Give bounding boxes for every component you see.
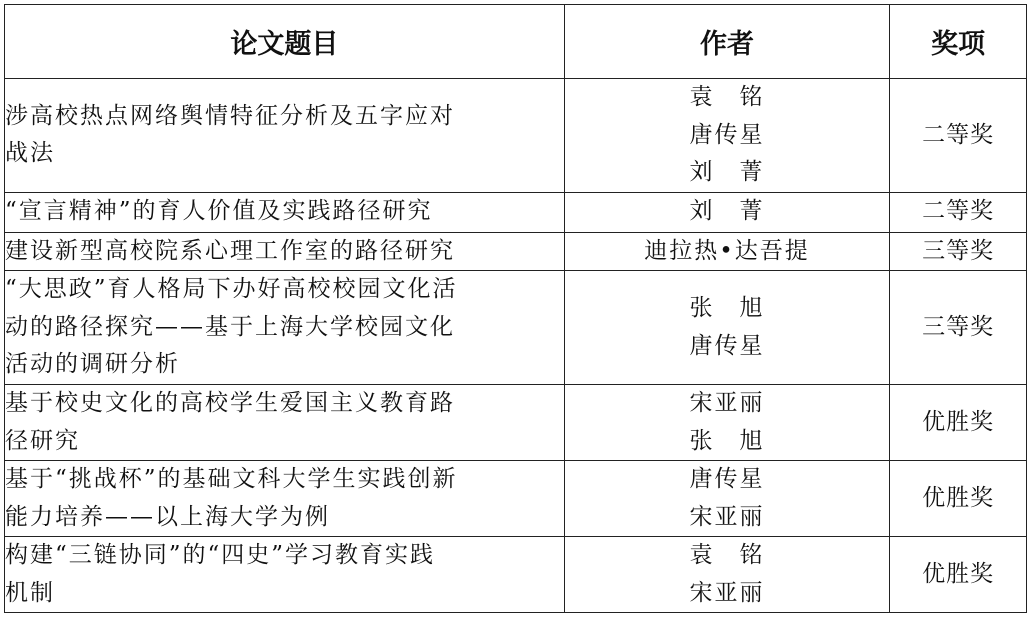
- paper-title: [5, 385, 565, 461]
- author-name: 迪拉热•达吾提: [644, 237, 810, 264]
- author-list: [564, 537, 890, 613]
- author-list: [564, 385, 890, 461]
- paper-title-line: 径研究: [5, 427, 80, 454]
- paper-title: [5, 271, 565, 385]
- award-level: 二等奖: [890, 192, 1027, 232]
- author-name: 宋亚丽: [689, 503, 765, 530]
- paper-title-line: 机制: [5, 579, 55, 606]
- paper-title: [5, 461, 565, 537]
- author-name: 刘 菁: [689, 159, 765, 185]
- paper-title-line: 基于校史文化的高校学生爱国主义教育路: [5, 390, 455, 416]
- paper-title-line: 战法: [5, 140, 55, 167]
- paper-title-line: 涉高校热点网络舆情特征分析及五字应对: [5, 102, 455, 129]
- table-row: [5, 79, 1027, 193]
- author-name: 唐传星: [689, 332, 765, 359]
- author-name: 刘 菁: [689, 198, 765, 225]
- award-level: 三等奖: [890, 271, 1027, 385]
- table-row: [5, 385, 1027, 461]
- table-row: [5, 537, 1027, 613]
- author-name: 袁 铭: [689, 84, 765, 110]
- author-name: 张 旭: [689, 427, 765, 454]
- table-row: [5, 232, 1027, 271]
- paper-title: [5, 192, 565, 232]
- paper-title-line: 建设新型高校院系心理工作室的路径研究: [5, 237, 455, 264]
- author-name: 唐传星: [689, 121, 765, 148]
- header-row: [5, 5, 1027, 79]
- award-level: 优胜奖: [890, 385, 1027, 461]
- table-row: [5, 461, 1027, 537]
- header-award: 奖项: [890, 5, 1027, 79]
- award-level: 二等奖: [890, 79, 1027, 193]
- paper-title-line: 基于“挑战杯”的基础文科大学生实践创新: [5, 466, 458, 492]
- author-list: [564, 79, 890, 193]
- author-name: 宋亚丽: [689, 579, 765, 606]
- author-name: 唐传星: [689, 466, 765, 492]
- author-list: [564, 232, 890, 271]
- header-authors: 作者: [564, 5, 890, 79]
- author-name: 宋亚丽: [689, 390, 765, 416]
- author-list: [564, 461, 890, 537]
- paper-title-line: 能力培养——以上海大学为例: [5, 503, 330, 530]
- paper-title: [5, 537, 565, 613]
- award-level: 优胜奖: [890, 461, 1027, 537]
- paper-title-line: 动的路径探究——基于上海大学校园文化: [5, 313, 455, 340]
- award-level: 优胜奖: [890, 537, 1027, 613]
- awards-table: [4, 4, 1027, 613]
- author-list: [564, 192, 890, 232]
- paper-title: [5, 232, 565, 271]
- author-name: 袁 铭: [689, 542, 765, 568]
- paper-title: [5, 79, 565, 193]
- table-row: [5, 192, 1027, 232]
- author-name: 张 旭: [689, 295, 765, 321]
- award-level: 三等奖: [890, 232, 1027, 271]
- paper-title-line: “大思政”育人格局下办好高校校园文化活: [5, 276, 458, 303]
- author-list: [564, 271, 890, 385]
- paper-title-line: 活动的调研分析: [5, 351, 180, 378]
- paper-title-line: 构建“三链协同”的“四史”学习教育实践: [5, 542, 436, 568]
- paper-title-line: “宣言精神”的育人价值及实践路径研究: [5, 198, 433, 225]
- table-row: [5, 271, 1027, 385]
- header-title: 论文题目: [5, 5, 565, 79]
